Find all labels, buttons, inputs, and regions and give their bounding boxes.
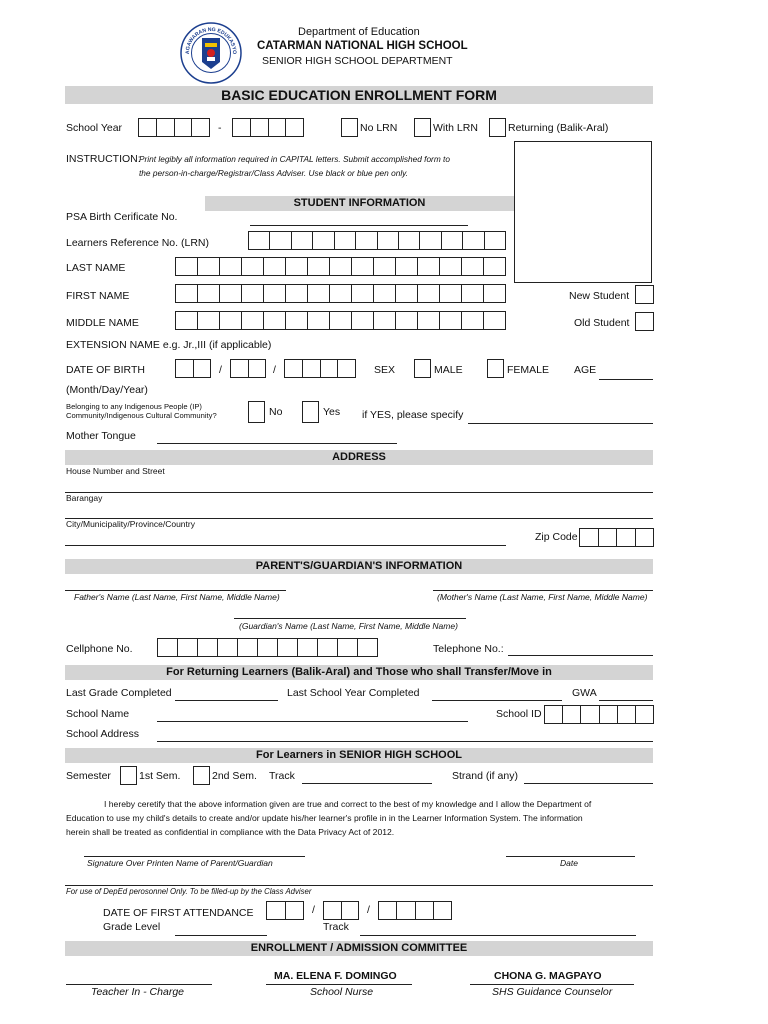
dob-slash-2: / [273, 364, 276, 376]
ip-no-checkbox[interactable] [248, 401, 265, 423]
first-attendance-label: DATE OF FIRST ATTENDANCE [103, 907, 254, 919]
ip-question-line-2: Community/Indigenous Cultural Community? [66, 411, 217, 420]
first-name-label: FIRST NAME [66, 290, 130, 302]
track-input-line[interactable] [302, 783, 432, 784]
school-year-dash: - [218, 122, 222, 134]
school-name: CATARMAN NATIONAL HIGH SCHOOL [257, 40, 468, 52]
with-lrn-checkbox[interactable] [414, 118, 431, 137]
new-student-checkbox[interactable] [635, 285, 654, 304]
nurse-name: MA. ELENA F. DOMINGO [274, 970, 397, 982]
zip-code-label: Zip Code [535, 531, 578, 543]
father-name-label: Father's Name (Last Name, First Name, Middle Name) [74, 592, 280, 602]
certification-line-1: I hereby ceretify that the above information given are true and correct to the best of my knowledge and I allow the Department of [104, 799, 592, 809]
ip-question-line-1: Belonging to any Indigenous People (IP) [66, 402, 202, 411]
city-label: City/Municipality/Province/Country [66, 519, 195, 529]
signature-input-line[interactable] [84, 856, 305, 857]
last-grade-label: Last Grade Completed [66, 687, 172, 699]
dob-year-boxes[interactable] [284, 359, 356, 378]
gwa-input-line[interactable] [599, 700, 653, 701]
telephone-input-line[interactable] [508, 655, 653, 656]
grade-level-input-line[interactable] [175, 935, 267, 936]
track-label: Track [269, 770, 295, 782]
instruction-label: INSTRUCTION: [66, 153, 141, 165]
ip-yes-checkbox[interactable] [302, 401, 319, 423]
new-student-label: New Student [569, 290, 630, 302]
guardian-name-label: (Guardian's Name (Last Name, First Name, Middle Name) [239, 621, 458, 631]
second-sem-label: 2nd Sem. [212, 770, 257, 782]
dob-format-label: (Month/Day/Year) [66, 384, 148, 396]
returning-label: Returning (Balik-Aral) [508, 122, 609, 134]
certification-line-3: herein shall be treated as confidential in compliance with the Data Privacy Act of 2012. [66, 827, 395, 837]
zip-code-boxes[interactable] [579, 528, 654, 547]
school-division: SENIOR HIGH SCHOOL DEPARTMENT [262, 55, 453, 67]
with-lrn-label: With LRN [433, 122, 478, 134]
form-title: BASIC EDUCATION ENROLLMENT FORM [65, 86, 653, 104]
dob-month-boxes[interactable] [175, 359, 211, 378]
photo-box[interactable] [514, 141, 652, 283]
returning-learners-header: For Returning Learners (Balik-Aral) and Those who shall Transfer/Move in [65, 665, 653, 680]
nurse-role-label: School Nurse [310, 986, 374, 998]
middle-name-label: MIDDLE NAME [66, 317, 139, 329]
committee-header: ENROLLMENT / ADMISSION COMMITTEE [65, 941, 653, 956]
ip-no-label: No [269, 406, 283, 418]
last-name-label: LAST NAME [66, 262, 126, 274]
school-name-input-line[interactable] [157, 721, 468, 722]
seal-text: AGAWARAN NG EDUKASYO [184, 26, 238, 55]
date-label: Date [560, 858, 578, 868]
strand-label: Strand (if any) [452, 770, 518, 782]
mother-name-input-line[interactable] [433, 590, 653, 591]
old-student-checkbox[interactable] [635, 312, 654, 331]
teacher-role-label: Teacher In - Charge [91, 986, 184, 998]
department-name: Department of Education [298, 26, 420, 38]
lrn-label: Learners Reference No. (LRN) [66, 237, 209, 249]
female-checkbox[interactable] [487, 359, 504, 378]
grade-level-label: Grade Level [103, 921, 161, 933]
school-address-input-line[interactable] [157, 741, 653, 742]
no-lrn-label: No LRN [360, 122, 398, 134]
attendance-slash-2: / [367, 904, 370, 916]
deped-seal-logo [180, 22, 242, 84]
male-checkbox[interactable] [414, 359, 431, 378]
first-name-boxes[interactable] [175, 284, 506, 303]
signature-label: Signature Over Printen Name of Parent/Guardian [87, 858, 273, 868]
parents-header: PARENT'S/GUARDIAN'S INFORMATION [65, 559, 653, 574]
returning-checkbox[interactable] [489, 118, 506, 137]
counselor-signature-line [470, 984, 634, 985]
male-label: MALE [434, 364, 463, 376]
lrn-boxes[interactable] [248, 231, 506, 250]
first-sem-label: 1st Sem. [139, 770, 181, 782]
age-label: AGE [574, 364, 597, 376]
deped-track-label: Track [323, 921, 349, 933]
mother-tongue-label: Mother Tongue [66, 430, 136, 442]
nurse-signature-line [266, 984, 412, 985]
dob-label: DATE OF BIRTH [66, 364, 145, 376]
deped-use-note: For use of DepEd perosonnel Only. To be filled-up by the Class Adviser [66, 887, 312, 896]
instruction-line-2: the person-in-charge/Registrar/Class Adviser. Use black or blue pen only. [139, 168, 409, 178]
psa-input-line[interactable] [250, 225, 468, 226]
house-street-label: House Number and Street [66, 466, 165, 476]
deped-track-input-line[interactable] [360, 935, 636, 936]
attendance-slash-1: / [312, 904, 315, 916]
certification-line-2: Education to use my child's details to create and/or update his/her learner's profile in in the Learner Information System. The information [66, 813, 583, 823]
attendance-month-boxes[interactable] [266, 901, 304, 920]
mother-name-label: (Mother's Name (Last Name, First Name, Middle Name) [437, 592, 648, 602]
last-sy-input-line[interactable] [432, 700, 562, 701]
last-grade-input-line[interactable] [175, 700, 278, 701]
cellphone-label: Cellphone No. [66, 643, 133, 655]
middle-name-boxes[interactable] [175, 311, 506, 330]
dob-day-boxes[interactable] [230, 359, 266, 378]
ip-specify-input-line[interactable] [468, 423, 653, 424]
ip-specify-label: if YES, please specify [362, 409, 464, 421]
counselor-role-label: SHS Guidance Counselor [492, 986, 613, 998]
school-year-label: School Year [66, 122, 123, 134]
psa-label: PSA Birth Cerificate No. [66, 211, 178, 223]
address-header: ADDRESS [65, 450, 653, 465]
date-input-line[interactable] [506, 856, 635, 857]
shs-header: For Learners in SENIOR HIGH SCHOOL [65, 748, 653, 763]
cellphone-boxes[interactable] [157, 638, 378, 657]
gwa-label: GWA [572, 687, 597, 699]
second-sem-checkbox[interactable] [193, 766, 210, 785]
school-year-end-boxes[interactable] [232, 118, 304, 137]
female-label: FEMALE [507, 364, 550, 376]
counselor-name: CHONA G. MAGPAYO [494, 970, 602, 982]
age-input-line[interactable] [599, 379, 653, 380]
last-name-boxes[interactable] [175, 257, 506, 276]
barangay-label: Barangay [66, 493, 103, 503]
school-year-start-boxes[interactable] [138, 118, 210, 137]
student-information-header: STUDENT INFORMATION [205, 196, 514, 211]
old-student-label: Old Student [574, 317, 630, 329]
instruction-line-1: Print legibly all information required in CAPITAL letters. Submit accomplished form to [139, 154, 450, 164]
school-name-label: School Name [66, 708, 130, 720]
deped-use-divider [65, 885, 653, 886]
strand-input-line[interactable] [524, 783, 653, 784]
guardian-name-input-line[interactable] [234, 618, 466, 619]
father-name-input-line[interactable] [65, 590, 286, 591]
city-input-line[interactable] [65, 545, 506, 546]
sex-label: SEX [374, 364, 396, 376]
mother-tongue-input-line[interactable] [157, 443, 397, 444]
school-id-boxes[interactable] [544, 705, 654, 724]
semester-label: Semester [66, 770, 111, 782]
attendance-year-boxes[interactable] [378, 901, 452, 920]
no-lrn-checkbox[interactable] [341, 118, 358, 137]
extension-name-label: EXTENSION NAME e.g. Jr.,III (if applicable) [66, 339, 272, 351]
school-address-label: School Address [66, 728, 139, 740]
house-street-input-line[interactable] [65, 492, 653, 493]
telephone-label: Telephone No.: [433, 643, 504, 655]
teacher-signature-line[interactable] [66, 984, 212, 985]
ip-yes-label: Yes [323, 406, 341, 418]
school-id-label: School ID [496, 708, 542, 720]
last-sy-label: Last School Year Completed [287, 687, 420, 699]
first-sem-checkbox[interactable] [120, 766, 137, 785]
attendance-day-boxes[interactable] [323, 901, 359, 920]
dob-slash-1: / [219, 364, 222, 376]
